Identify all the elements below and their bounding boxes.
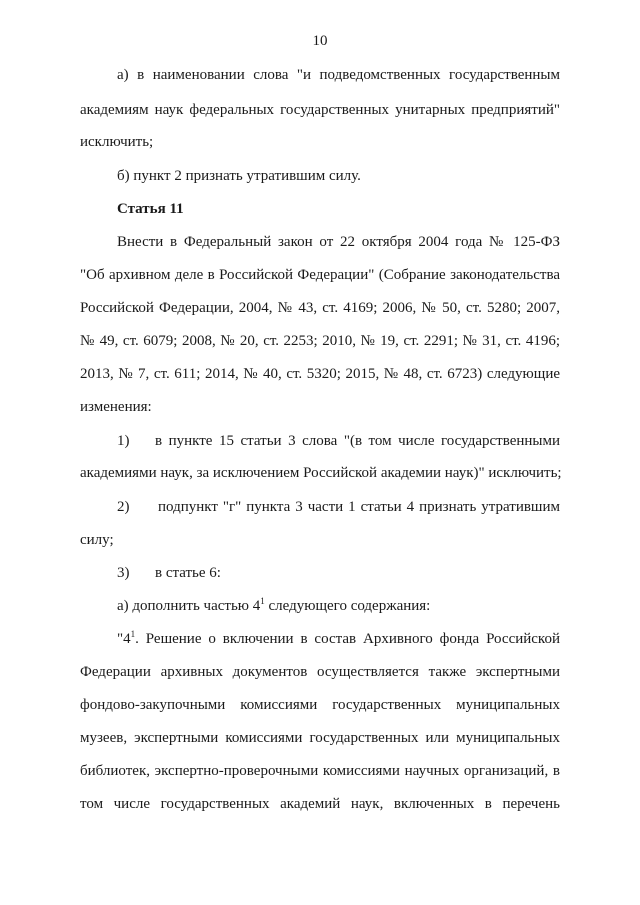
text-line: а) в наименовании слова "и подведомственных государственным	[117, 67, 560, 83]
text-fragment: "4	[117, 631, 131, 647]
list-number: 1)	[117, 433, 130, 449]
text-line: 2013, № 7, ст. 611; 2014, № 40, ст. 5320; 2015, № 48, ст. 6723) следующие	[80, 366, 560, 382]
list-number: 3)	[117, 565, 130, 581]
text-line: исключить;	[80, 134, 154, 150]
text-line: силу;	[80, 532, 114, 548]
text-line: в статье 6:	[155, 565, 221, 581]
text-line: академиями наук, за исключением Российской академии наук)" исключить;	[80, 465, 562, 481]
text-line: музеев, экспертными комиссиями государственных или муниципальных	[80, 730, 560, 746]
text-line: "Об архивном деле в Российской Федерации" (Собрание законодательства	[80, 267, 560, 283]
article-heading: Статья 11	[117, 201, 184, 217]
text-line: академиям наук федеральных государственных унитарных предприятий"	[80, 102, 560, 118]
text-line: Российской Федерации, 2004, № 43, ст. 4169; 2006, № 50, ст. 5280; 2007,	[80, 300, 560, 316]
text-fragment: следующего содержания:	[264, 598, 431, 614]
text-line: № 49, ст. 6079; 2008, № 20, ст. 2253; 2010, № 19, ст. 2291; № 31, ст. 4196;	[80, 333, 560, 349]
text-line: Внести в Федеральный закон от 22 октября 2004 года № 125-ФЗ	[117, 234, 560, 250]
text-line: б) пункт 2 признать утратившим силу.	[117, 168, 361, 184]
text-fragment: . Решение о включении в состав Архивного фонда Российской	[135, 631, 560, 647]
text-line: фондово-закупочными комиссиями государственных муниципальных	[80, 697, 560, 713]
text-line	[117, 630, 560, 648]
text-line: том числе государственных академий наук, включенных в перечень	[80, 796, 560, 812]
superscript: 1	[130, 629, 136, 639]
text-line	[117, 597, 430, 615]
text-line: библиотек, экспертно-проверочными комиссиями научных организаций, в	[80, 763, 560, 779]
text-line: в пункте 15 статьи 3 слова "(в том числе государственными	[155, 433, 560, 449]
text-fragment: а) дополнить частью 4	[117, 598, 261, 614]
page-number: 10	[312, 33, 328, 49]
text-line: Федерации архивных документов осуществляется также экспертными	[80, 664, 560, 680]
text-line: изменения:	[80, 399, 152, 415]
list-number: 2)	[117, 499, 130, 515]
superscript: 1	[260, 596, 265, 606]
text-line: подпункт "г" пункта 3 части 1 статьи 4 признать утратившим	[158, 499, 560, 515]
